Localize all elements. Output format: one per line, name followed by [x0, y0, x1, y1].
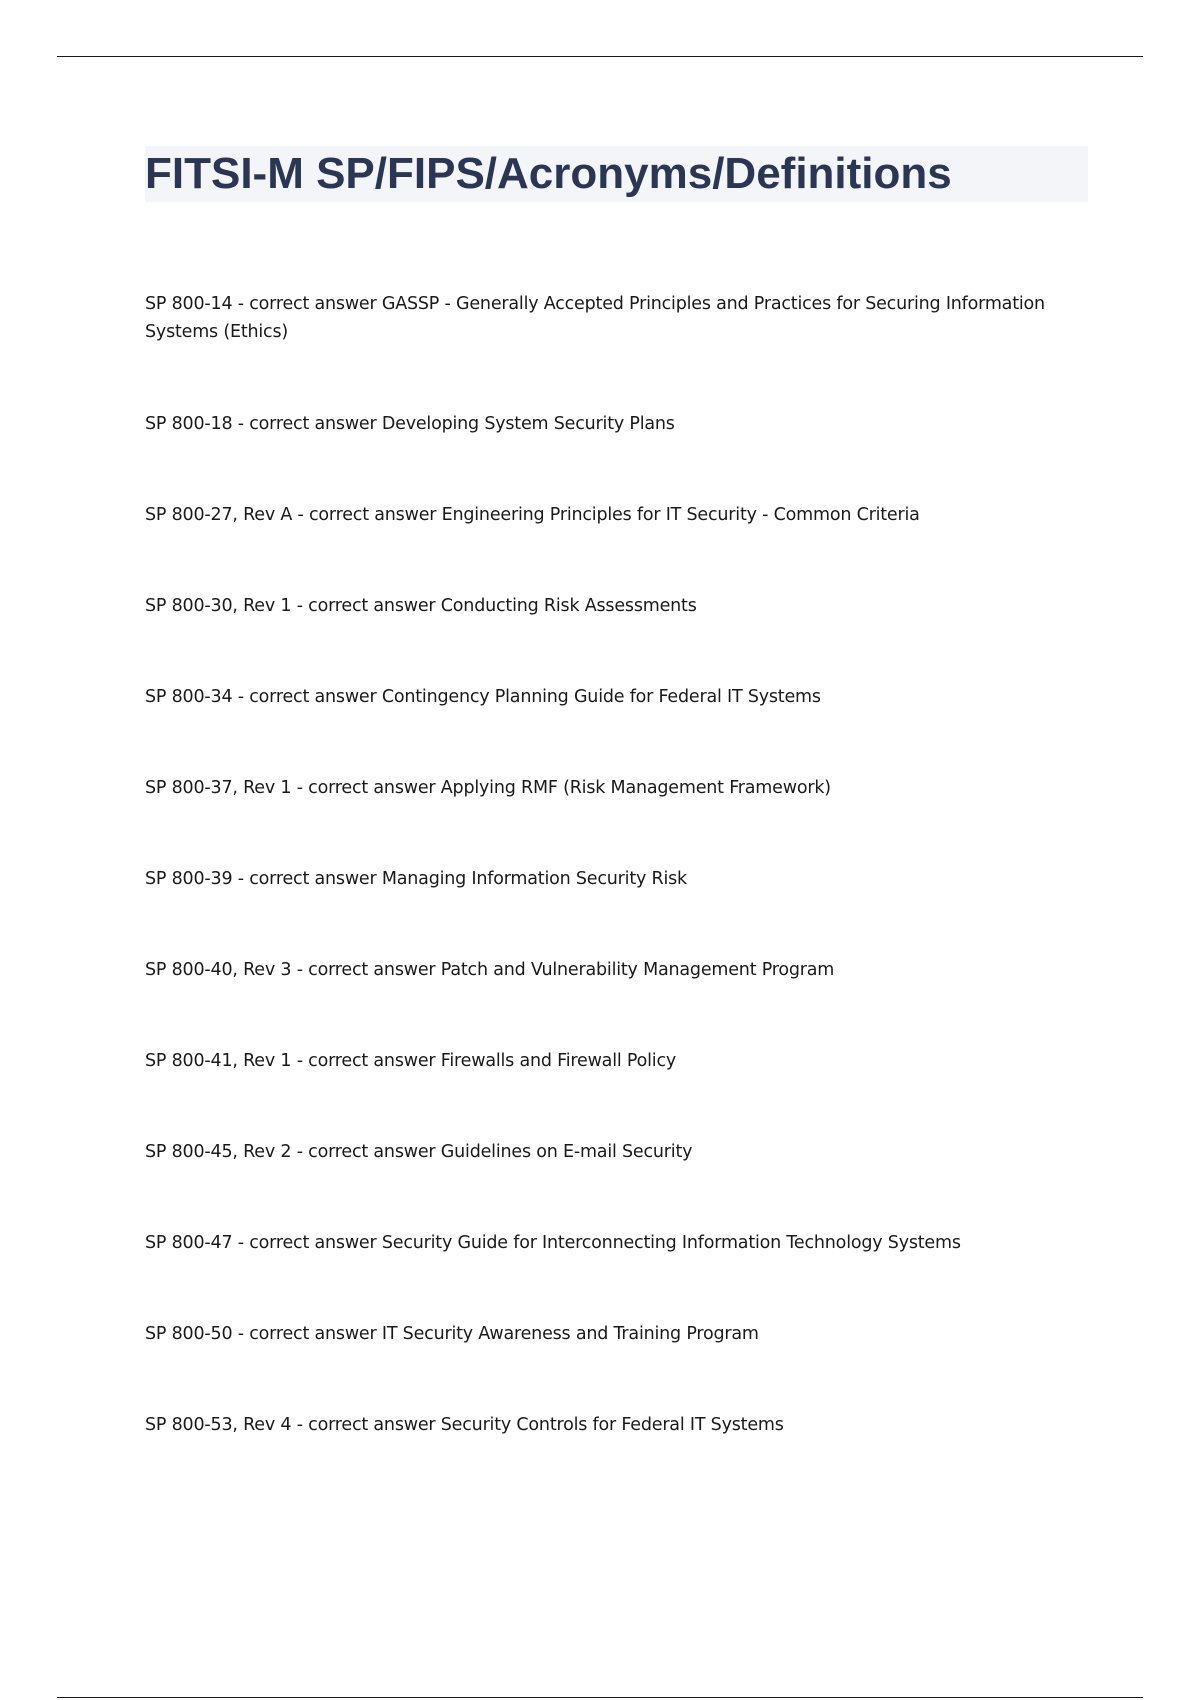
definition-list	[145, 290, 1085, 1502]
definition-entry: SP 800-37, Rev 1 - correct answer Applying RMF (Risk Management Framework)	[145, 778, 831, 798]
bottom-rule	[57, 1697, 1143, 1698]
definition-entry: SP 800-18 - correct answer Developing System Security Plans	[145, 414, 675, 434]
definition-entry: SP 800-30, Rev 1 - correct answer Conducting Risk Assessments	[145, 596, 697, 616]
definition-entry: SP 800-41, Rev 1 - correct answer Firewalls and Firewall Policy	[145, 1051, 677, 1071]
definition-entry: SP 800-53, Rev 4 - correct answer Security Controls for Federal IT Systems	[145, 1415, 784, 1435]
definition-entry: SP 800-39 - correct answer Managing Information Security Risk	[145, 869, 687, 889]
definition-entry: SP 800-40, Rev 3 - correct answer Patch and Vulnerability Management Program	[145, 960, 835, 980]
top-rule	[57, 56, 1143, 57]
definition-entry: SP 800-45, Rev 2 - correct answer Guidelines on E-mail Security	[145, 1142, 693, 1162]
definition-entry: SP 800-34 - correct answer Contingency Planning Guide for Federal IT Systems	[145, 687, 821, 707]
definition-entry: SP 800-14 - correct answer GASSP - Generally Accepted Principles and Practices for Securing Information Systems (Ethics)	[145, 294, 1045, 342]
definition-entry: SP 800-27, Rev A - correct answer Engineering Principles for IT Security - Common Criteria	[145, 505, 920, 525]
definition-entry: SP 800-47 - correct answer Security Guide for Interconnecting Information Technology Systems	[145, 1233, 961, 1253]
definition-entry: SP 800-50 - correct answer IT Security Awareness and Training Program	[145, 1324, 759, 1344]
page-title: FITSI-M SP/FIPS/Acronyms/Definitions	[145, 149, 952, 198]
